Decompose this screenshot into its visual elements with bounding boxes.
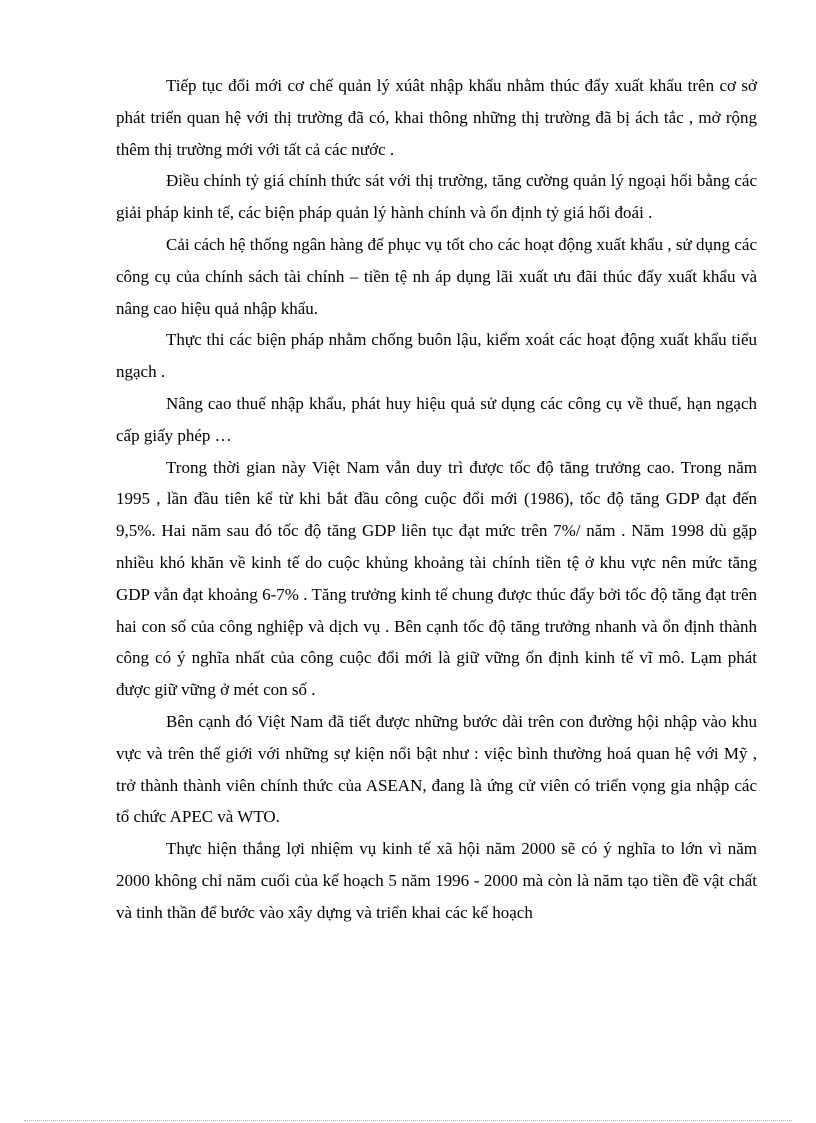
paragraph-banking-reform: Cải cách hệ thống ngân hàng để phục vụ tốt cho các hoạt động xuất khẩu , sử dụng các công cụ của chính sách tài chính – tiền tệ nh áp dụng lãi xuất ưu đãi thúc đẩy xuất khẩu và nâng cao hiệu quả nhập khẩu. (116, 234, 757, 318)
paragraph-growth-rate: Trong thời gian này Việt Nam vẫn duy trì được tốc độ tăng trưởng cao. Trong năm 1995 , lần đầu tiên kể từ khi bắt đầu công cuộc đổi mới (1986), tốc độ tăng GDP đạt đến 9,5%. Hai năm sau đó tốc độ tăng GDP liên tục đạt mức trên 7%/ năm . Năm 1998 dù gặp nhiều khó khăn về kinh tế do cuộc khủng khoảng tài chính tiền tệ ở khu vực nên mức tăng GDP vẫn đạt khoảng 6-7% . Tăng trưởng kinh tế chung được thúc đẩy bởi tốc độ tăng đạt trên hai con số của công nghiệp và dịch vụ . Bên cạnh tốc độ tăng trưởng nhanh và ổn định thành công có ý nghĩa nhất của công cuộc đổi mới là giữ vững ổn định kinh tế vĩ mô. Lạm phát được giữ vững ở mét con số . (116, 457, 757, 700)
page-bottom-divider (24, 1120, 792, 1121)
paragraph-exchange-rate: Điều chỉnh tỷ giá chính thức sát với thị trường, tăng cường quản lý ngoại hối bằng các giải pháp kinh tế, các biện pháp quản lý hành chính và ổn định tỷ giá hối đoái . (116, 171, 757, 223)
paragraph-year-2000-tasks: Thực hiện thắng lợi nhiệm vụ kinh tế xã hội năm 2000 sẽ có ý nghĩa to lớn vì năm 2000 không chỉ năm cuối của kế hoạch 5 năm 1996 - 2000 mà còn là năm tạo tiền đề vật chất và tinh thần để bước vào xây dựng và triển khai các kế hoạch (116, 839, 757, 922)
paragraph-anti-smuggling: Thực thi các biện pháp nhằm chống buôn lậu, kiểm xoát các hoạt động xuất khẩu tiểu ngạch . (116, 330, 757, 382)
document-body (116, 70, 757, 929)
paragraph-import-tax: Nâng cao thuế nhập khẩu, phát huy hiệu quả sử dụng các công cụ về thuế, hạn ngạch cấp giấy phép … (116, 393, 757, 445)
paragraph-export-import-mechanism: Tiếp tục đổi mới cơ chế quản lý xúât nhập khẩu nhằm thúc đẩy xuất khẩu trên cơ sở phát triển quan hệ với thị trường đã có, khai thông những thị trường đã bị ách tắc , mở rộng thêm thị trường mới với tất cả các nước . (116, 76, 757, 159)
paragraph-integration: Bên cạnh đó Việt Nam đã tiết được những bước dài trên con đường hội nhập vào khu vực và trên thế giới với những sự kiện nổi bật như : việc bình thường hoá quan hệ với Mỹ , trở thành thành viên chính thức của ASEAN, đang là ứng cử viên có triển vọng gia nhập các tổ chức APEC và WTO. (116, 711, 757, 827)
